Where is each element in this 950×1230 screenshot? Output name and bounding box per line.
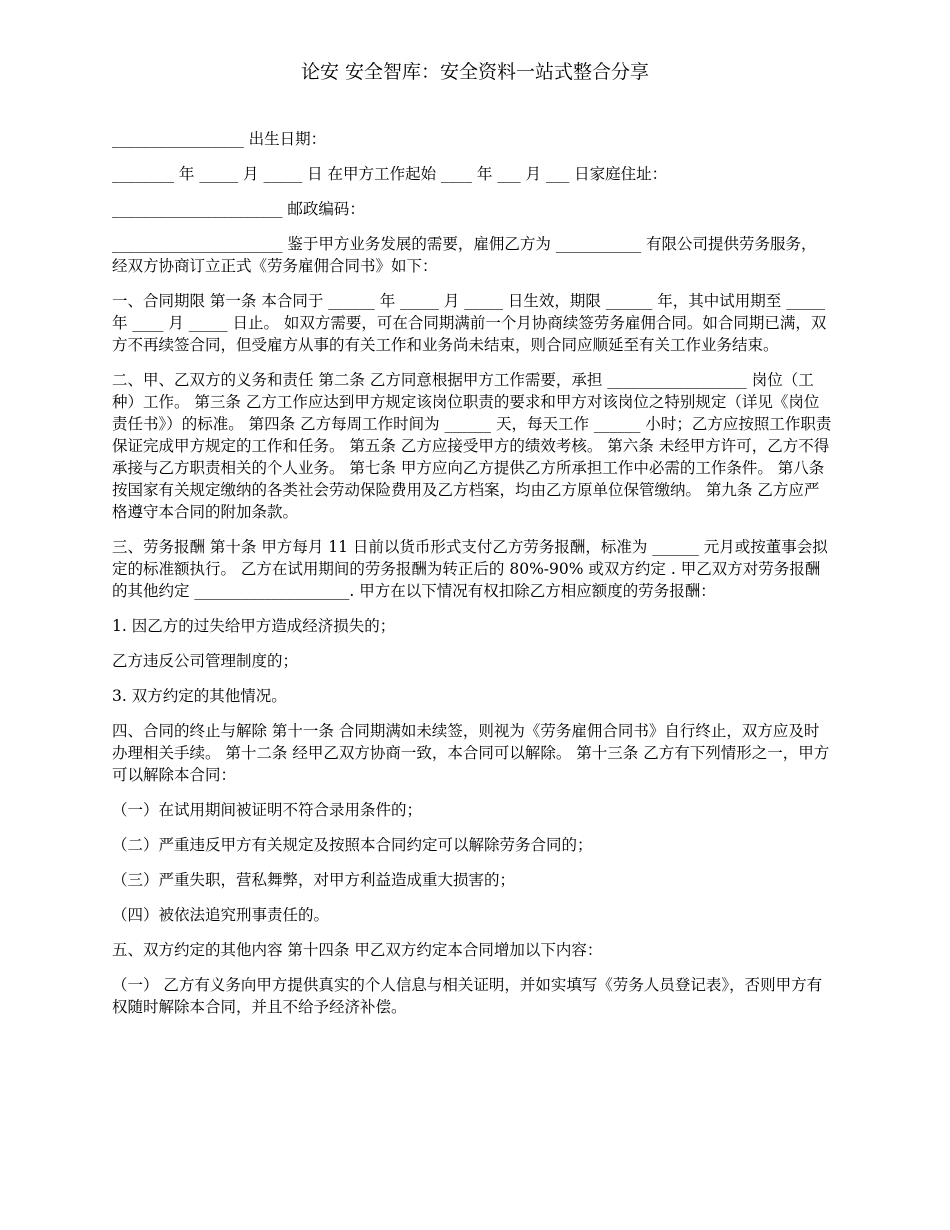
paragraph-birth-date: _________________ 出生日期： xyxy=(112,130,327,148)
list-item-termination-2: （二）严重违反甲方有关规定及按照本合同约定可以解除劳务合同的； xyxy=(112,836,593,854)
document-body xyxy=(112,128,832,1031)
paragraph-section-remuneration: 三、劳务报酬 第十条 甲方每月 11 日前以货币形式支付乙方劳务报酬，标准为 ______ 元月或按董事会拟定的标准额执行。 乙方在试用期间的劳务报酬为转正后的 80%-90% 或双方约定 . 甲乙双方对劳务报酬的其他约定 ____________________. 甲方在以下情况有权扣除乙方相应额度的劳务报酬： xyxy=(112,538,828,600)
list-item-termination-4: （四）被依法追究刑事责任的。 xyxy=(112,906,330,924)
list-item-deduction-3: 3. 双方约定的其他情况。 xyxy=(112,687,287,705)
paragraph-section-other: 五、双方约定的其他内容 第十四条 甲乙双方约定本合同增加以下内容： xyxy=(112,941,603,959)
list-item-deduction-2: 乙方违反公司管理制度的； xyxy=(112,652,299,670)
list-item-other-1: （一） 乙方有义务向甲方提供真实的个人信息与相关证明，并如实填写《劳务人员登记表》，否则甲方有权随时解除本合同，并且不给予经济补偿。 xyxy=(112,976,823,1016)
paragraph-section-duties: 二、甲、乙双方的义务和责任 第二条 乙方同意根据甲方工作需要，承担 __________________ 岗位（工种）工作。 第三条 乙方工作应达到甲方规定该岗位职责的要求和甲方对该岗位之特别规定（详见《岗位责任书》）的标准。 第四条 乙方每周工作时间为 ______ 天，每天工作 ______ 小时；乙方应按照工作职责保证完成甲方规定的工作和任务。 第五条 乙方应接受甲方的绩效考核。 第六条 未经甲方许可，乙方不得承接与乙方职责相关的个人业务。 第七条 甲方应向乙方提供乙方所承担工作中必需的工作条件。 第八条 按国家有关规定缴纳的各类社会劳动保险费用及乙方档案，均由乙方原单位保管缴纳。 第九条 乙方应严格遵守本合同的附加条款。 xyxy=(112,371,832,521)
document-title: 论安 安全智库：安全资料一站式整合分享 xyxy=(300,61,650,83)
paragraph-section-termination: 四、合同的终止与解除 第十一条 合同期满如未续签，则视为《劳务雇佣合同书》自行终止，双方应及时办理相关手续。 第十二条 经甲乙双方协商一致，本合同可以解除。 第十三条 乙方有下列情形之一，甲方可以解除本合同： xyxy=(112,722,830,784)
paragraph-postal-code: ______________________ 邮政编码： xyxy=(112,200,365,218)
paragraph-start-date-address: ________ 年 _____ 月 _____ 日 在甲方工作起始 ____ 年 ___ 月 ___ 日家庭住址： xyxy=(112,165,668,183)
list-item-termination-3: （三）严重失职，营私舞弊，对甲方利益造成重大损害的； xyxy=(112,871,516,889)
paragraph-section-term: 一、合同期限 第一条 本合同于 ______ 年 _____ 月 _____ 日生效，期限 ______ 年，其中试用期至 _____ 年 ____ 月 _____ 日止。 如双方需要，可在合同期满前一个月协商续签劳务雇佣合同。如合同期已满，双方不再续签合同，但受雇方从事的有关工作和业务尚未结束，则合同应顺延至有关工作业务结束。 xyxy=(112,292,827,354)
paragraph-preamble: ______________________ 鉴于甲方业务发展的需要，雇佣乙方为 ___________ 有限公司提供劳务服务，经双方协商订立正式《劳务雇佣合同书》如下： xyxy=(112,235,817,275)
list-item-termination-1: （一）在试用期间被证明不符合录用条件的； xyxy=(112,801,423,819)
list-item-deduction-1: 1. 因乙方的过失给甲方造成经济损失的； xyxy=(112,617,396,635)
